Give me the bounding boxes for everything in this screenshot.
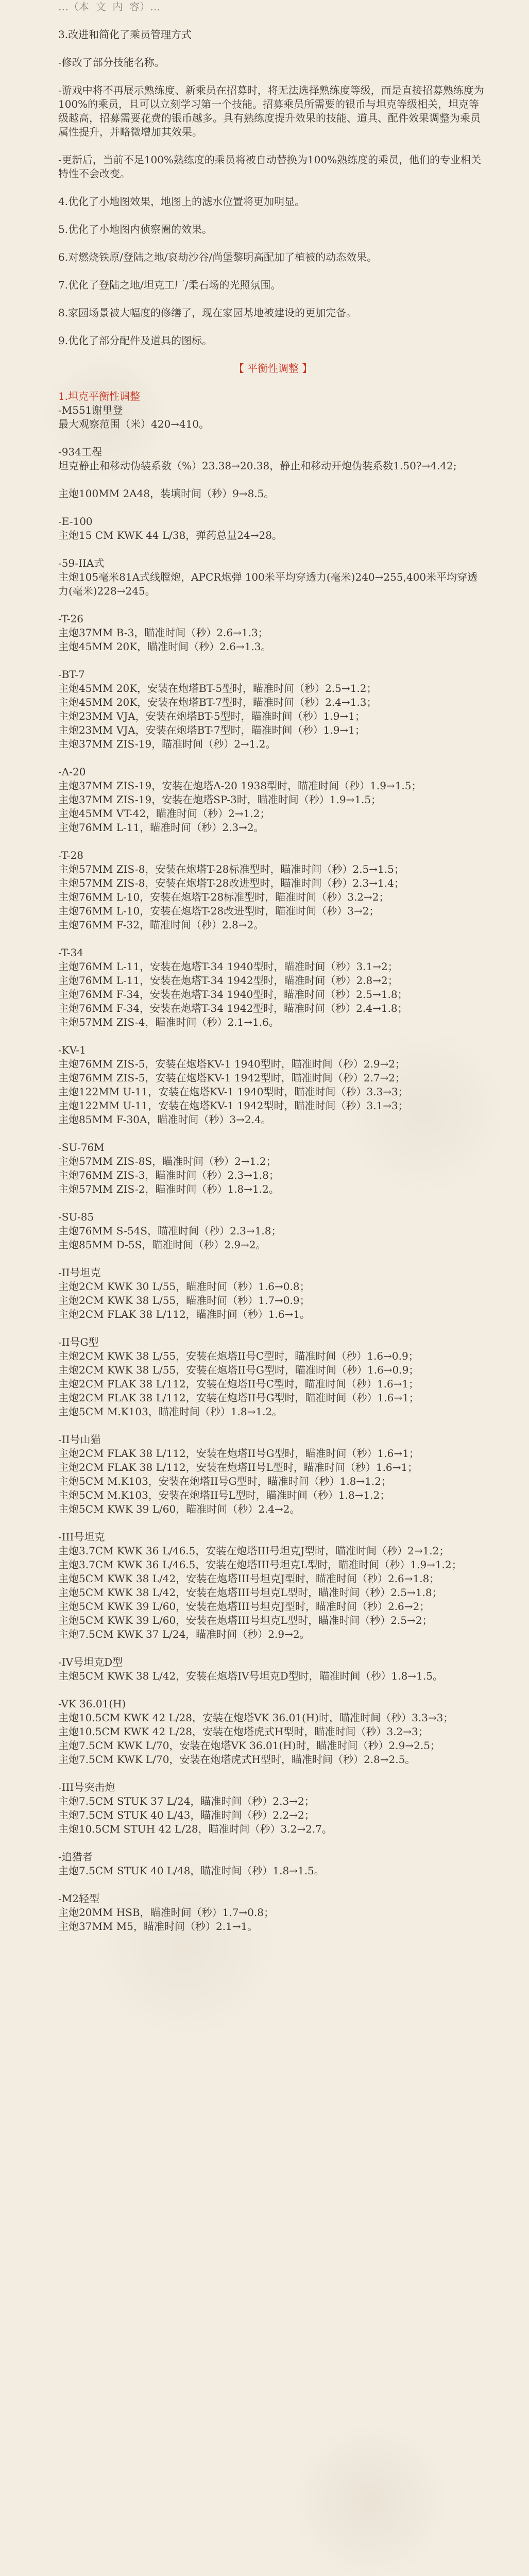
- text-line: 主炮7.5CM STUK 37 L/24，瞄准时间（秒）2.3→2；: [58, 1795, 315, 1807]
- text-line: 主炮57MM ZIS-2，瞄准时间（秒）1.8→1.2。: [58, 1183, 279, 1195]
- text-line: 主炮76MM L-11，安装在炮塔T-34 1942型时，瞄准时间（秒）2.8→2；: [58, 974, 398, 987]
- text-line: 主炮2CM KWK 38 L/55，安装在炮塔II号C型时，瞄准时间（秒）1.6→0.9；: [58, 1350, 419, 1362]
- text-line: 主炮7.5CM KWK L/70，安装在炮塔虎式H型时，瞄准时间（秒）2.8→2.5。: [58, 1753, 416, 1766]
- text-line: 主炮3.7CM KWK 36 L/46.5，安装在炮塔III号坦克J型时，瞄准时间（秒）2→1.2；: [58, 1545, 450, 1557]
- text-line: 主炮85MM D-5S，瞄准时间（秒）2.9→2。: [58, 1239, 266, 1251]
- text-line: -更新后，当前不足100%熟练度的乘员将被自动替换为100%熟练度的乘员，他们的专业相关特性不会改变。: [58, 154, 482, 180]
- text-line: 主炮37MM ZIS-19，安装在炮塔SP-3时，瞄准时间（秒）1.9→1.5；: [58, 793, 382, 806]
- text-line: 主炮2CM KWK 38 L/55，安装在炮塔II号G型时，瞄准时间（秒）1.6→0.9；: [58, 1364, 419, 1376]
- text-line: -59-IIA式: [58, 557, 105, 569]
- text-line: 主炮7.5CM STUK 40 L/48，瞄准时间（秒）1.8→1.5。: [58, 1865, 325, 1877]
- text-line: 主炮76MM F-32，瞄准时间（秒）2.8→2。: [58, 919, 264, 931]
- text-line: …（本 文 内 容）…: [58, 1, 161, 13]
- text-line: 主炮76MM L-11，安装在炮塔T-34 1940型时，瞄准时间（秒）3.1→2；: [58, 960, 398, 973]
- text-line: 主炮15 CM KWK 44 L/38，弹药总量24→28。: [58, 529, 282, 541]
- text-line: 主炮7.5CM STUK 40 L/43，瞄准时间（秒）2.2→2；: [58, 1809, 315, 1821]
- text-line: 9.优化了部分配件及道具的图标。: [58, 334, 213, 347]
- text-line: 主炮76MM L-10，安装在炮塔T-28改进型时，瞄准时间（秒）3→2；: [58, 905, 380, 917]
- text-line: 主炮100MM 2A48，装填时间（秒）9→8.5。: [58, 487, 275, 500]
- text-line: 主炮57MM ZIS-8，安装在炮塔T-28改进型时，瞄准时间（秒）2.3→1.4；: [58, 877, 404, 889]
- text-line: -E-100: [58, 515, 93, 528]
- text-line: -II号山猫: [58, 1433, 101, 1446]
- text-line: 5.优化了小地图内侦察圈的效果。: [58, 223, 213, 235]
- text-line: 主炮122MM U-11，安装在炮塔KV-1 1940型时，瞄准时间（秒）3.3→3；: [58, 1086, 408, 1098]
- text-line: 主炮76MM ZIS-5，安装在炮塔KV-1 1942型时，瞄准时间（秒）2.7→2；: [58, 1072, 406, 1084]
- text-line: 主炮2CM FLAK 38 L/112，安装在炮塔II号L型时，瞄准时间（秒）1.6→1；: [58, 1461, 418, 1473]
- text-line: 7.优化了登陆之地/坦克工厂/柔石场的光照氛围。: [58, 279, 281, 291]
- text-line: 主炮37MM ZIS-19，安装在炮塔A-20 1938型时，瞄准时间（秒）1.9→1.5；: [58, 779, 422, 792]
- text-line: -III号坦克: [58, 1531, 105, 1543]
- text-line: 主炮76MM L-11，瞄准时间（秒）2.3→2。: [58, 821, 264, 834]
- text-line: 主炮76MM F-34，安装在炮塔T-34 1940型时，瞄准时间（秒）2.5→1.8；: [58, 988, 408, 1001]
- text-line: 主炮45MM 20K，安装在炮塔BT-5型时，瞄准时间（秒）2.5→1.2；: [58, 682, 377, 694]
- text-line: 主炮5CM KWK 39 L/60，安装在炮塔III号坦克L型时，瞄准时间（秒）2.5→2；: [58, 1614, 433, 1626]
- text-line: -修改了部分技能名称。: [58, 56, 165, 69]
- text-line: 主炮37MM ZIS-19，瞄准时间（秒）2→1.2。: [58, 738, 276, 750]
- text-line: 主炮5CM M.K103，安装在炮塔II号G型时，瞄准时间（秒）1.8→1.2；: [58, 1475, 391, 1487]
- text-line: 主炮45MM VT-42，瞄准时间（秒）2→1.2；: [58, 807, 270, 820]
- text-line: -II号坦克: [58, 1266, 101, 1279]
- section-heading: 1.坦克平衡性调整: [58, 390, 141, 402]
- text-line: 3.改进和简化了乘员管理方式: [58, 28, 192, 41]
- text-line: 主炮5CM KWK 38 L/42，安装在炮塔IV号坦克D型时，瞄准时间（秒）1.8→1.5。: [58, 1670, 443, 1682]
- text-line: 主炮76MM ZIS-5，安装在炮塔KV-1 1940型时，瞄准时间（秒）2.9→2；: [58, 1058, 406, 1070]
- text-line: -BT-7: [58, 668, 85, 681]
- text-line: 主炮20MM HSB，瞄准时间（秒）1.7→0.8；: [58, 1906, 274, 1919]
- text-line: 主炮5CM M.K103，瞄准时间（秒）1.8→1.2。: [58, 1405, 283, 1418]
- text-line: -A-20: [58, 766, 86, 778]
- text-line: 主炮76MM L-10，安装在炮塔T-28标准型时，瞄准时间（秒）3.2→2；: [58, 891, 389, 903]
- text-line: -II号G型: [58, 1336, 99, 1348]
- text-line: 主炮10.5CM KWK 42 L/28，安装在炮塔VK 36.01(H)时，瞄准时间（秒）3.3→3；: [58, 1711, 454, 1724]
- text-line: 主炮57MM ZIS-8S，瞄准时间（秒）2→1.2；: [58, 1155, 277, 1167]
- text-line: -SU-76M: [58, 1141, 105, 1154]
- text-line: 主炮57MM ZIS-4，瞄准时间（秒）2.1→1.6。: [58, 1016, 279, 1028]
- text-line: 主炮5CM M.K103，安装在炮塔II号L型时，瞄准时间（秒）1.8→1.2；: [58, 1489, 390, 1501]
- text-line: -T-28: [58, 849, 84, 861]
- section-heading: 【 平衡性调整 】: [233, 362, 313, 375]
- text-line: 主炮45MM 20K，安装在炮塔BT-7型时，瞄准时间（秒）2.4→1.3；: [58, 696, 377, 708]
- text-line: 6.对燃烧铁原/登陆之地/哀劫沙谷/尚堡黎明高配加了植被的动态效果。: [58, 251, 378, 263]
- text-line: -追猎者: [58, 1851, 93, 1863]
- text-line: -KV-1: [58, 1044, 86, 1056]
- text-line: 主炮2CM FLAK 38 L/112，安装在炮塔II号C型时，瞄准时间（秒）1.6→1；: [58, 1378, 419, 1390]
- text-line: 主炮5CM KWK 39 L/60，瞄准时间（秒）2.4→2。: [58, 1503, 300, 1515]
- text-line: 8.家园场景被大幅度的修缮了，现在家园基地被建设的更加完备。: [58, 307, 357, 319]
- text-line: -934工程: [58, 446, 102, 458]
- text-line: 主炮76MM F-34，安装在炮塔T-34 1942型时，瞄准时间（秒）2.4→1.8；: [58, 1002, 408, 1014]
- text-line: 主炮122MM U-11，安装在炮塔KV-1 1942型时，瞄准时间（秒）3.1→3；: [58, 1099, 408, 1112]
- text-line: 主炮105毫米81A式线膛炮，APCR炮弹 100米平均穿透力(毫米)240→255,400米平均穿透力(毫米)228→245。: [58, 571, 478, 597]
- text-line: 主炮5CM KWK 38 L/42，安装在炮塔III号坦克J型时，瞄准时间（秒）2.6→1.8；: [58, 1572, 440, 1585]
- text-line: 主炮5CM KWK 38 L/42，安装在炮塔III号坦克L型时，瞄准时间（秒）2.5→1.8；: [58, 1586, 442, 1599]
- text-line: 主炮10.5CM STUH 42 L/28，瞄准时间（秒）3.2→2.7。: [58, 1823, 333, 1835]
- text-line: 主炮37MM B-3，瞄准时间（秒）2.6→1.3；: [58, 626, 268, 639]
- text-line: 坦克静止和移动伪装系数（%）23.38→20.38，静止和移动开炮伪装系数1.50?→4.42;: [58, 460, 457, 472]
- text-line: 主炮45MM 20K，瞄准时间（秒）2.6→1.3。: [58, 640, 271, 653]
- text-line: 主炮10.5CM KWK 42 L/28，安装在炮塔虎式H型时，瞄准时间（秒）3.2→3；: [58, 1725, 429, 1738]
- text-line: 主炮2CM FLAK 38 L/112，瞄准时间（秒）1.6→1。: [58, 1308, 311, 1320]
- text-line: 主炮57MM ZIS-8，安装在炮塔T-28标准型时，瞄准时间（秒）2.5→1.5；: [58, 863, 404, 875]
- text-line: 主炮3.7CM KWK 36 L/46.5，安装在炮塔III号坦克L型时，瞄准时间（秒）1.9→1.2；: [58, 1558, 462, 1571]
- text-line: -III号突击炮: [58, 1781, 115, 1793]
- text-line: 主炮2CM FLAK 38 L/112，安装在炮塔II号G型时，瞄准时间（秒）1.6→1；: [58, 1447, 419, 1460]
- text-line: -T-34: [58, 946, 84, 959]
- text-line: 主炮23MM VJA，安装在炮塔BT-7型时，瞄准时间（秒）1.9→1；: [58, 724, 365, 736]
- text-line: -VK 36.01(H): [58, 1698, 126, 1710]
- text-line: 主炮2CM KWK 38 L/55，瞄准时间（秒）1.7→0.9；: [58, 1294, 310, 1307]
- text-line: -T-26: [58, 613, 84, 625]
- text-line: 主炮23MM VJA，安装在炮塔BT-5型时，瞄准时间（秒）1.9→1；: [58, 710, 365, 722]
- text-line: 主炮2CM KWK 30 L/55，瞄准时间（秒）1.6→0.8；: [58, 1280, 310, 1293]
- text-line: 主炮37MM M5，瞄准时间（秒）2.1→1。: [58, 1920, 258, 1933]
- text-line: 主炮7.5CM KWK 37 L/24，瞄准时间（秒）2.9→2。: [58, 1628, 310, 1640]
- text-line: 主炮76MM S-54S，瞄准时间（秒）2.3→1.8；: [58, 1225, 282, 1237]
- text-line: 主炮85MM F-30A，瞄准时间（秒）3→2.4。: [58, 1113, 271, 1126]
- text-line: 主炮5CM KWK 39 L/60，安装在炮塔III号坦克J型时，瞄准时间（秒）2.6→2；: [58, 1600, 430, 1613]
- text-line: -M551谢里登: [58, 404, 123, 416]
- text-line: 主炮7.5CM KWK L/70，安装在炮塔VK 36.01(H)时，瞄准时间（秒）2.9→2.5；: [58, 1739, 440, 1752]
- text-line: 主炮76MM ZIS-3，瞄准时间（秒）2.3→1.8；: [58, 1169, 279, 1181]
- text-line: -M2轻型: [58, 1892, 99, 1905]
- text-line: -SU-85: [58, 1211, 94, 1223]
- text-line: -IV号坦克D型: [58, 1656, 123, 1668]
- text-line: 最大观察范围（米）420→410。: [58, 418, 210, 430]
- text-line: -游戏中将不再展示熟练度、新乘员在招募时，将无法选择熟练度等级，而是直接招募熟练度为100%的乘员，且可以立刻学习第一个技能。招募乘员所需要的银币与坦克等级相关，坦克等级越高，招募需要花费的银币越多。具有熟练度提升效果的技能、道具、配件效果调整为乘员属性提升，并略微增加其效果。: [58, 84, 484, 138]
- text-line: 主炮2CM FLAK 38 L/112，安装在炮塔II号G型时，瞄准时间（秒）1.6→1；: [58, 1392, 419, 1404]
- text-line: 4.优化了小地图效果，地图上的滤水位置将更加明显。: [58, 195, 305, 208]
